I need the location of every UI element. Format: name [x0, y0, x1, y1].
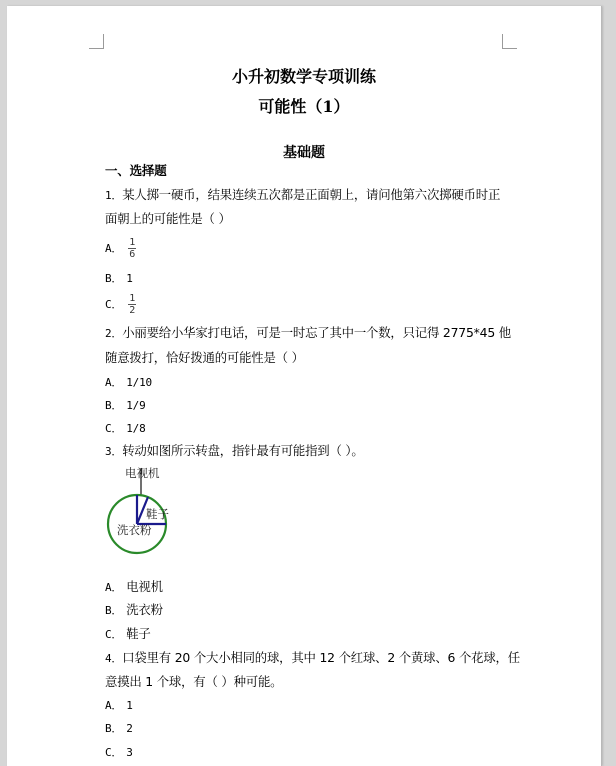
question-2-option-b	[105, 393, 146, 418]
option-label: A．	[105, 376, 123, 389]
document-page	[7, 6, 602, 766]
document-title: 小升初数学专项训练	[231, 67, 376, 86]
option-label: C．	[105, 746, 123, 759]
question-2-line-2: 随意拨打，恰好拨通的可能性是（ ）	[105, 350, 304, 365]
option-label: B．	[105, 399, 123, 412]
question-3-option-a	[105, 575, 163, 600]
option-label: A．	[105, 581, 123, 594]
option-value: 鞋子	[126, 626, 151, 641]
option-value: 1/10	[126, 376, 152, 389]
question-3-option-b	[105, 598, 163, 623]
question-4-option-c	[105, 740, 133, 765]
question-2-option-c	[105, 416, 146, 441]
question-4-line-1	[105, 646, 520, 671]
margin-corner-top-right	[502, 34, 517, 49]
question-1-line-1	[105, 183, 500, 208]
option-label: A．	[105, 242, 123, 255]
question-3-line-1	[105, 439, 364, 464]
option-value: 2	[126, 722, 133, 735]
fraction: $\frac{1}{6}$	[129, 237, 136, 260]
question-1-option-c	[105, 292, 136, 317]
spinner-figure	[105, 462, 185, 562]
question-number: 1．	[105, 189, 123, 202]
option-value: 1/9	[126, 399, 146, 412]
question-text: 转动如图所示转盘，指针最有可能指到（ ）。	[122, 443, 364, 458]
option-value: 1	[126, 272, 133, 285]
option-label: C．	[105, 628, 123, 641]
question-number: 2．	[105, 327, 123, 340]
fraction: $\frac{1}{2}$	[129, 293, 136, 316]
option-value: 洗衣粉	[126, 602, 163, 617]
margin-corner-top-left	[89, 34, 104, 49]
document-subtitle: 可能性（1）	[258, 97, 350, 116]
option-value: 1/8	[126, 422, 146, 435]
option-label: B．	[105, 604, 123, 617]
option-value: 3	[126, 746, 133, 759]
option-label: A．	[105, 699, 123, 712]
question-4-option-b	[105, 716, 133, 741]
question-3-option-c	[105, 622, 151, 647]
option-value: 电视机	[126, 579, 163, 594]
question-text: 某人掷一硬币，结果连续五次都是正面朝上，请问他第六次掷硬币时正	[122, 187, 501, 202]
option-label: B．	[105, 272, 123, 285]
section-heading: 基础题	[283, 145, 325, 161]
question-number: 3．	[105, 445, 123, 458]
question-text: 口袋里有 20 个大小相同的球，其中 12 个红球、2 个黄球、6 个花球，任	[122, 650, 520, 665]
question-4-option-a	[105, 693, 133, 718]
spinner-label-tv: 电视机	[125, 466, 160, 480]
question-1-option-b	[105, 266, 133, 291]
question-2-option-a	[105, 370, 152, 395]
question-2-line-1	[105, 321, 511, 346]
option-label: B．	[105, 722, 123, 735]
option-label: C．	[105, 422, 123, 435]
question-number: 4．	[105, 652, 123, 665]
spinner-label-detergent: 洗衣粉	[117, 523, 152, 537]
option-label: C．	[105, 298, 123, 311]
question-4-line-2: 意摸出 1 个球，有（ ）种可能。	[105, 674, 283, 689]
part-heading: 一、选择题	[105, 163, 167, 178]
question-1-option-a	[105, 236, 136, 261]
question-text: 小丽要给小华家打电话，可是一时忘了其中一个数，只记得 2775*45 他	[122, 325, 511, 340]
spinner-label-shoes: 鞋子	[146, 507, 169, 521]
option-value: 1	[126, 699, 133, 712]
question-1-line-2: 面朝上的可能性是（ ）	[105, 211, 231, 226]
